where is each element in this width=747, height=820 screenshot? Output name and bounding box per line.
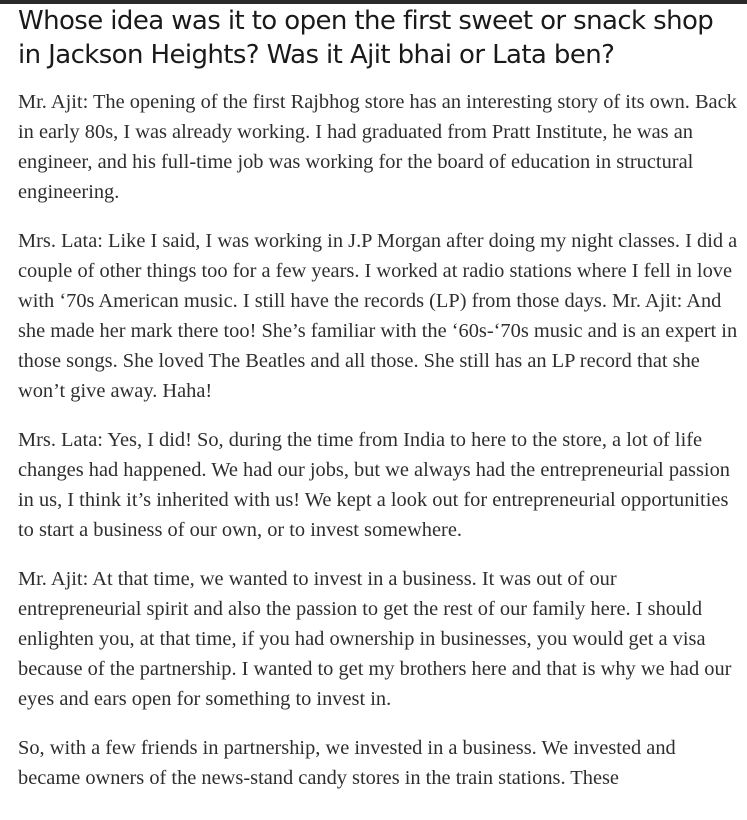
article — [18, 4, 740, 793]
paragraph-lata-work: Mrs. Lata: Like I said, I was working in J.P Morgan after doing my night classes. I did a couple of other things too for a few years. I worked at radio stations where I fell in love with ‘70s American music. I still have the records (LP) from those days. Mr. Ajit: And she made her mark there too! She’s familiar with the ‘60s-‘70s music and is an expert in those songs. She loved The Beatles and all those. She still has an LP record that she won’t give away. Haha! — [18, 230, 738, 402]
paragraph-ajit-intro: Mr. Ajit: The opening of the first Rajbhog store has an interesting story of its own. Back in early 80s, I was already working. I had graduated from Pratt Institute, he was an engineer, and his full-time job was working for the board of education in structural engineering. — [18, 91, 737, 203]
article-headline: Whose idea was it to open the first sweet or snack shop in Jackson Heights? Was it Ajit bhai or Lata ben? — [18, 6, 714, 70]
paragraph-lata-entrepreneurship: Mrs. Lata: Yes, I did! So, during the time from India to here to the store, a lot of life changes had happened. We had our jobs, but we always had the entrepreneurial passion in us, I think it’s inherited with us! We kept a look out for entrepreneurial opportunities to start a business of our own, or to invest somewhere. — [18, 429, 730, 541]
paragraph-ajit-investment: Mr. Ajit: At that time, we wanted to invest in a business. It was out of our entrepreneurial spirit and also the passion to get the rest of our family here. I should enlighten you, at that time, if you had ownership in businesses, you would get a visa because of the partnership. I wanted to get my brothers here and that is why we had our eyes and ears open for something to invest in. — [18, 568, 732, 710]
paragraph-newsstand: So, with a few friends in partnership, we invested in a business. We invested and became owners of the news-stand candy stores in the train stations. These — [18, 737, 676, 789]
